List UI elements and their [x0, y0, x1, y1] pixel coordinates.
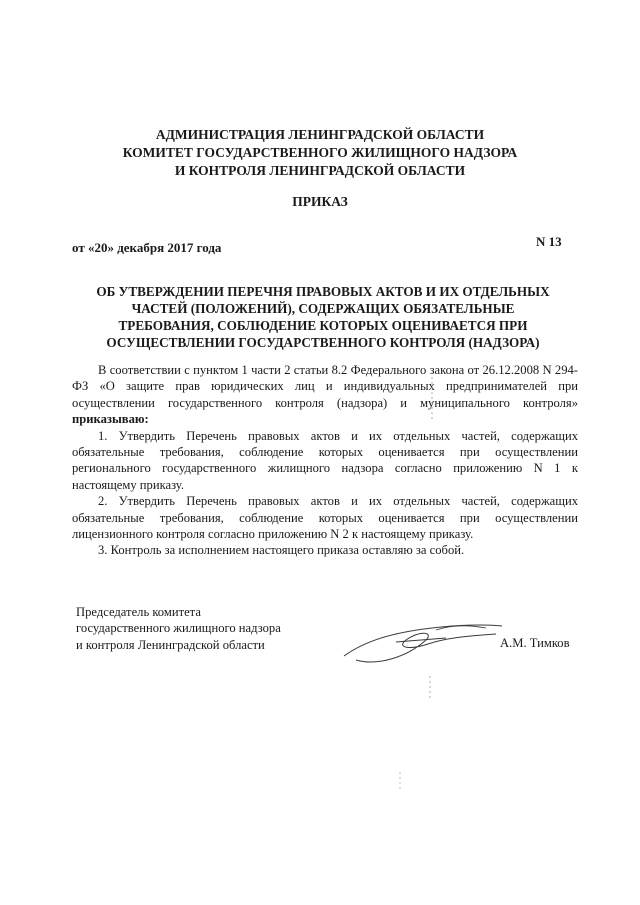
order-title: ПРИКАЗ	[292, 194, 348, 209]
order-date: от «20» декабря 2017 года	[72, 240, 222, 255]
subject-line-4: ОСУЩЕСТВЛЕНИИ ГОСУДАРСТВЕННОГО КОНТРОЛЯ (НАДЗОРА)	[106, 335, 540, 350]
item-2: 2. Утвердить Перечень правовых актов и их отдельных частей, содержащих обязательные требования, соблюдение которых оценивается при осуществлении лицензионного контроля согласно приложению N 2 к настоящему приказу.	[72, 494, 578, 542]
order-number: N 13	[536, 234, 562, 249]
header-line-1: АДМИНИСТРАЦИЯ ЛЕНИНГРАДСКОЙ ОБЛАСТИ	[155, 127, 485, 142]
header-line-3: И КОНТРОЛЯ ЛЕНИНГРАДСКОЙ ОБЛАСТИ	[174, 163, 466, 178]
signer-name: А.М. Тимков	[500, 636, 570, 650]
subject-line-3: ТРЕБОВАНИЯ, СОБЛЮДЕНИЕ КОТОРЫХ ОЦЕНИВАЕТСЯ ПРИ	[118, 318, 528, 333]
subject-line-2: ЧАСТЕЙ (ПОЛОЖЕНИЙ), СОДЕРЖАЩИХ ОБЯЗАТЕЛЬНЫЕ	[131, 301, 515, 316]
item-3: 3. Контроль за исполнением настоящего приказа оставляю за собой.	[98, 543, 465, 558]
position-line-1: Председатель комитета	[76, 605, 201, 619]
subject-line-1: ОБ УТВЕРЖДЕНИИ ПЕРЕЧНЯ ПРАВОВЫХ АКТОВ И ИХ ОТДЕЛЬНЫХ	[96, 284, 550, 299]
intro-command: приказываю:	[72, 412, 149, 427]
header-line-2: КОМИТЕТ ГОСУДАРСТВЕННОГО ЖИЛИЩНОГО НАДЗОРА	[122, 145, 518, 160]
intro-text: В соответствии с пунктом 1 части 2 статьи 8.2 Федерального закона от 26.12.2008 N 294-ФЗ «О защите прав юридических лиц и индивидуальных предпринимателей при осуществлении государственного контроля (надзора) и муниципального контроля»	[72, 363, 578, 410]
item-1: 1. Утвердить Перечень правовых актов и их отдельных частей, содержащих обязательные требования, соблюдение которых оценивается при осуществлении регионального государственного жилищного надзора согласно приложению N 1 к настоящему приказу.	[72, 428, 578, 492]
position-line-3: и контроля Ленинградской области	[76, 637, 265, 652]
position-line-2: государственного жилищного надзора	[76, 621, 281, 636]
